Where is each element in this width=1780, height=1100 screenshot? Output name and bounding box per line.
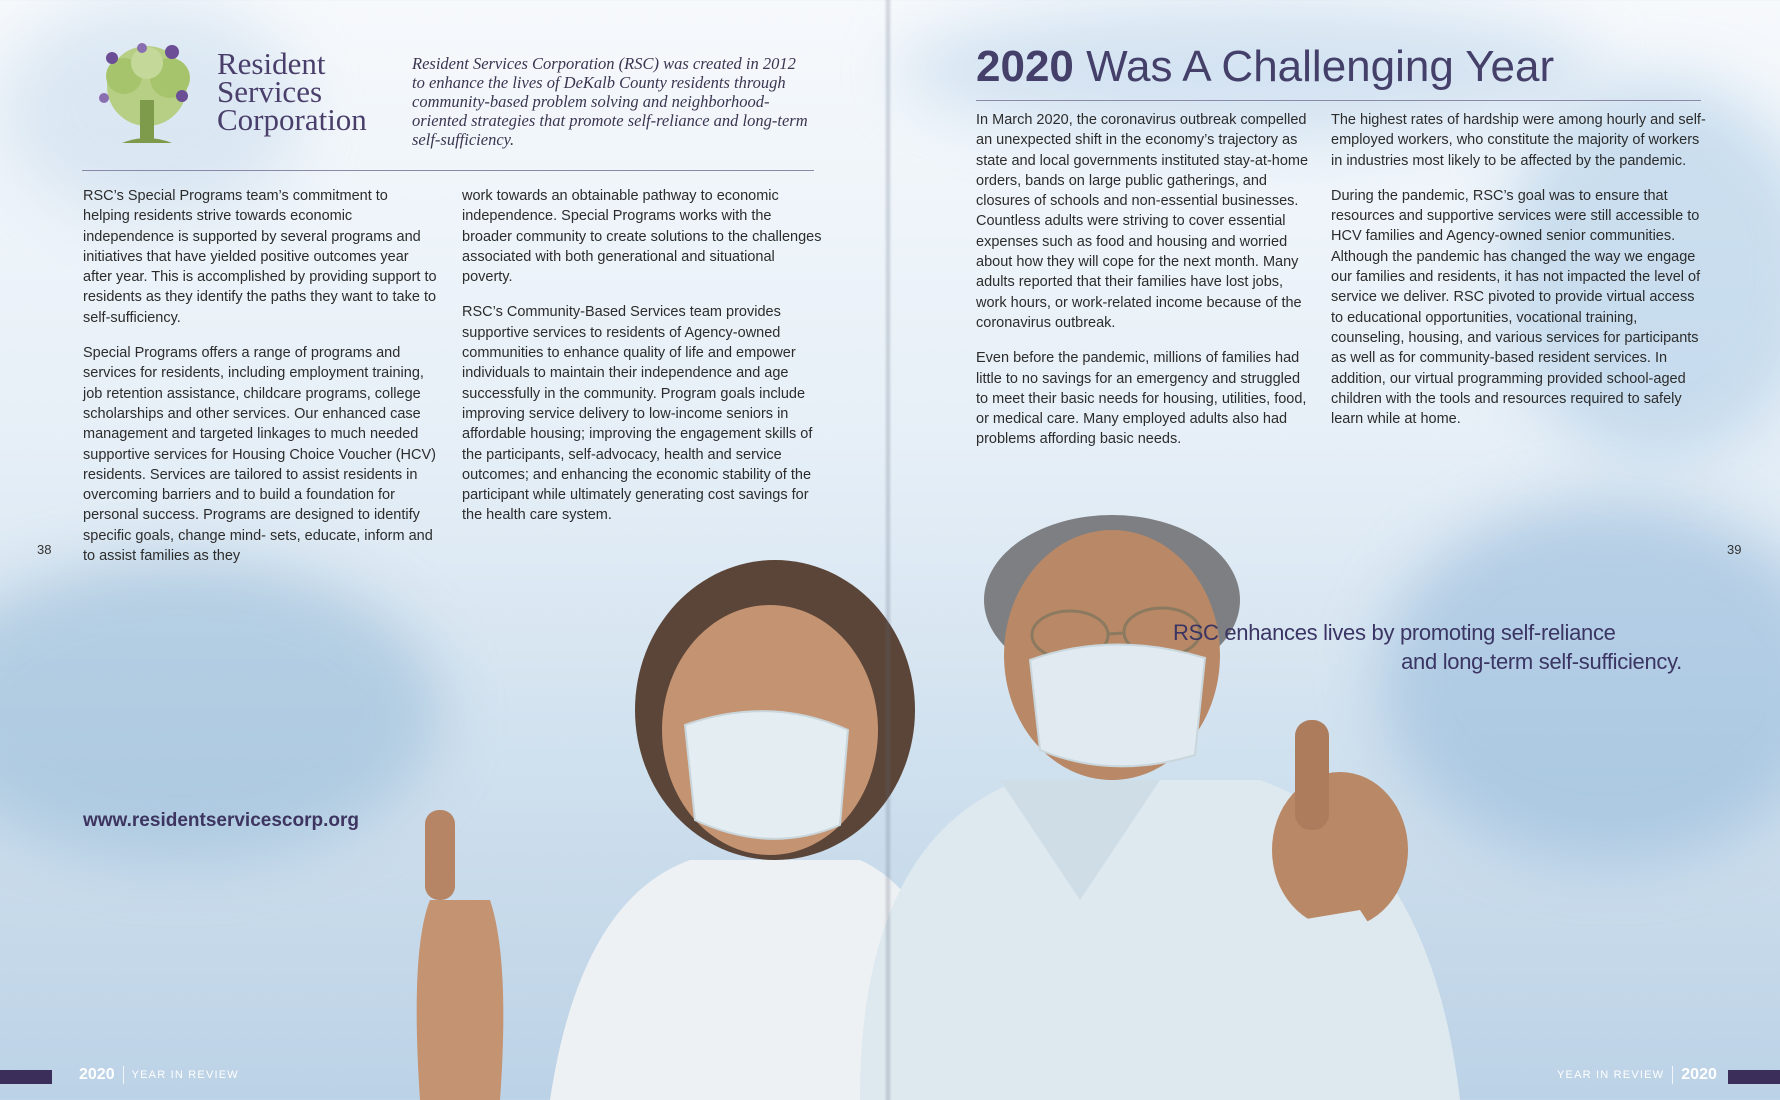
footer-year: 2020 — [79, 1066, 115, 1083]
logo-line: Resident — [217, 46, 326, 81]
paragraph: RSC’s Special Programs team’s commitment to helping residents strive towards economic independence is supported by several programs and initiatives that have yielded positive outcomes year after year. This is accomplished by providing support to residents as they identify the paths they want to take to self-sufficiency. — [83, 188, 437, 326]
paragraph: work towards an obtainable pathway to economic independence. Special Programs works with the broader community to create solutions to the challenges associated with both generational and situational poverty. — [462, 188, 822, 286]
footer-bar-right — [1728, 1070, 1780, 1084]
paragraph: Even before the pandemic, millions of families had little to no savings for an emergency and struggled to meet their basic needs for housing, utilities, food, or medical care. Many employed adults also had problems affording basic needs. — [976, 350, 1307, 448]
footer-bar-left — [0, 1070, 52, 1084]
footer-separator — [1672, 1066, 1673, 1084]
pull-quote-line: RSC enhances lives by promoting self-reliance — [1173, 620, 1616, 645]
footer-left — [79, 1066, 239, 1084]
page-fold — [884, 0, 892, 1100]
paragraph: The highest rates of hardship were among hourly and self-employed workers, who constitute the majority of workers in industries most likely to be affected by the pandemic. — [1331, 112, 1706, 169]
logo-wordmark — [217, 46, 367, 137]
paragraph: During the pandemic, RSC’s goal was to ensure that resources and supportive services were still accessible to HCV families and Agency-owned senior communities. Although the pandemic has changed the way we engage our families and residents, it has not impacted the level of service we deliver. RSC pivoted to provide virtual access to educational opportunities, vocational training, counseling, housing, and various services for participants as well as for community-based resident services. In addition, our virtual programming provided school-aged children with the tools and resources required to safely learn while at home. — [1331, 187, 1701, 428]
pull-quote-line: and long-term self-sufficiency. — [1401, 649, 1682, 674]
footer-separator — [123, 1066, 124, 1084]
logo-line: Corporation — [217, 102, 367, 137]
footer-label: YEAR IN REVIEW — [1557, 1069, 1665, 1081]
masked-couple-photo — [300, 480, 1560, 1100]
left-column-2 — [462, 186, 824, 541]
website-link[interactable]: www.residentservicescorp.org — [83, 810, 359, 831]
tree-logo-icon — [82, 38, 212, 148]
divider — [976, 100, 1701, 101]
paragraph: RSC’s Community-Based Services team provides supportive services to residents of Agency-owned communities to enhance quality of life and empower individuals to maintain their independence and age successfully in the community. Program goals include improving service delivery to low-income seniors in affordable housing; improving the engagement skills of the participants, self-advocacy, health and service outcomes; and enhancing the economic stability of the participant while ultimately generating cost savings for the health care system. — [462, 304, 813, 524]
pull-quote — [1100, 618, 1682, 676]
footer-year: 2020 — [1681, 1066, 1717, 1083]
footer-label: YEAR IN REVIEW — [131, 1069, 239, 1081]
divider — [82, 170, 814, 171]
intro-statement: Resident Services Corporation (RSC) was created in 2012 to enhance the lives of DeKalb County residents through community-based problem solving and neighborhood-oriented strategies that promote self-reliance and long-term self-sufficiency. — [412, 54, 808, 149]
rsc-logo — [82, 38, 372, 148]
page-title — [976, 42, 1554, 92]
left-column-1 — [83, 186, 438, 581]
paragraph: In March 2020, the coronavirus outbreak compelled an unexpected shift in the economy’s trajectory as state and local governments instituted stay-at-home orders, bands on large public gatherings, and closures of schools and non-essential businesses. Countless adults were striving to cover essential expenses such as food and housing and worried about how they will cope for the next month. Many adults reported that their families have lost jobs, work hours, or work-related income because of the coronavirus outbreak. — [976, 112, 1309, 331]
paragraph: Special Programs offers a range of programs and services for residents, including employment training, job retention assistance, childcare programs, college scholarships and other services. Our enhanced case management and targeted linkages to much needed supportive services for Housing Choice Voucher (HCV) residents. Services are tailored to assist residents in overcoming barriers and to build a foundation for personal success. Programs are designed to identify specific goals, change mind- sets, educate, inform and to assist families as they — [83, 345, 436, 565]
right-column-1 — [976, 110, 1316, 465]
right-column-2 — [1331, 110, 1706, 444]
footer-right — [1557, 1066, 1717, 1084]
page-number-right: 39 — [1727, 542, 1742, 557]
page-number-left: 38 — [37, 542, 52, 557]
title-year: 2020 — [976, 42, 1074, 91]
title-text: Was A Challenging Year — [1073, 42, 1555, 91]
logo-line: Services — [217, 74, 323, 109]
